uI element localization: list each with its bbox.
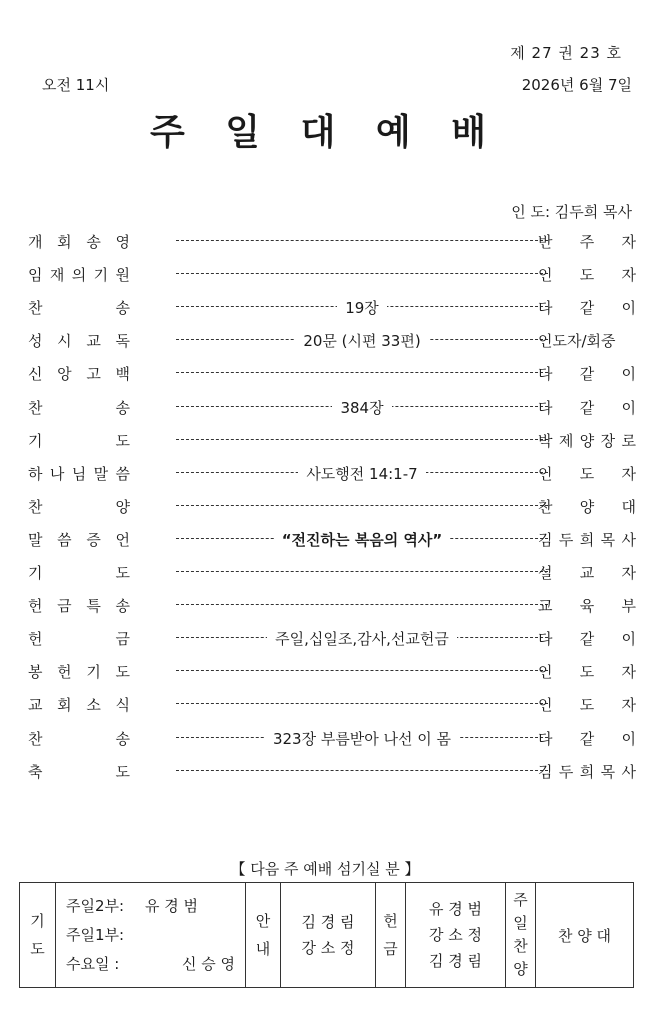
dashed-leader: [176, 703, 548, 704]
order-person: 인 도 자: [538, 663, 636, 682]
order-row: [28, 494, 636, 518]
order-content-text: 19장: [337, 299, 387, 317]
order-row: [28, 593, 636, 617]
order-content: [176, 330, 548, 351]
order-row: [28, 461, 636, 485]
order-person: 김 두 희 목 사: [538, 530, 636, 549]
order-row: [28, 328, 636, 352]
order-item: 교 회 소 식: [28, 696, 130, 715]
order-content: [176, 728, 548, 749]
order-row: [28, 295, 636, 319]
page-title: 주 일 대 예 배: [149, 111, 500, 153]
order-row: [28, 262, 636, 286]
next-week-title: 【 다음 주 예배 섬기실 분 】: [230, 860, 420, 878]
order-row: [28, 659, 636, 683]
order-content-text: 323장 부름받아 나선 이 몸: [265, 730, 459, 748]
prayer-name: 유 경 범: [145, 897, 199, 915]
order-item: 봉 헌 기 도: [28, 663, 130, 682]
order-content-text: 384장: [332, 399, 391, 417]
volume-number: 제 27 권 23 호: [510, 44, 622, 62]
order-person: 찬 양 대: [538, 497, 636, 516]
order-content-text: 주일,십일조,감사,선교헌금: [267, 630, 457, 648]
order-content: [176, 529, 548, 550]
dashed-leader: [176, 604, 548, 605]
order-person: 다 같 이: [538, 630, 636, 649]
order-person: 인 도 자: [538, 464, 636, 483]
order-item: 말 씀 증 언: [28, 530, 130, 549]
order-item: 개 회 송 영: [28, 233, 130, 251]
order-person: 교 육 부: [538, 597, 636, 616]
dashed-leader: [176, 439, 548, 440]
order-content-text: 사도행전 14:1-7: [298, 465, 425, 483]
order-item: 하 나 님 말 씀: [28, 464, 130, 483]
next-week-table: [19, 882, 634, 988]
order-item: 임 재 의 기 원: [28, 266, 130, 285]
order-row: [28, 692, 636, 716]
prayer-row: 주일1부:: [66, 926, 125, 944]
order-item: 기 도: [28, 564, 130, 582]
order-row: [28, 229, 636, 253]
dashed-leader: [176, 571, 548, 572]
order-person: 다 같 이: [538, 398, 636, 417]
order-item: 축 도: [28, 762, 130, 781]
order-row: [28, 626, 636, 650]
order-row: [28, 361, 636, 385]
order-content: [176, 297, 548, 318]
service-date: 2026년 6월 7일: [521, 76, 632, 94]
order-content: [176, 463, 548, 484]
order-person: 인 도 자: [538, 266, 636, 285]
dashed-leader: [176, 240, 548, 241]
order-content: [176, 628, 548, 649]
dashed-leader: [176, 770, 548, 771]
prayer-list: [56, 883, 246, 988]
order-item: 성 시 교 독: [28, 332, 130, 351]
order-person: 다 같 이: [538, 729, 636, 748]
dashed-leader: [176, 505, 548, 506]
praise-team: 찬 양 대: [536, 883, 634, 988]
service-time: 오전 11시: [42, 76, 110, 94]
order-row: [28, 759, 636, 783]
prayer-row: 수요일 : 신 승 영: [66, 955, 235, 973]
order-person: 다 같 이: [538, 299, 636, 318]
praise-label: 주 일 찬 양: [506, 883, 536, 988]
dashed-leader: [176, 670, 548, 671]
order-item: 찬 양: [28, 497, 130, 516]
prayer-row: 주일2부: 유 경 범: [56, 894, 245, 918]
order-item: 헌 금 특 송: [28, 597, 130, 616]
order-item: 찬 송: [28, 299, 130, 318]
order-row: [28, 527, 636, 551]
guide-list: 김 경 림 강 소 정: [281, 883, 376, 988]
order-person: 박 제 양 장 로: [538, 431, 636, 450]
service-leader: 인 도: 김두희 목사: [511, 203, 632, 221]
offering-list: 유 경 범 강 소 정 김 경 림: [406, 883, 506, 988]
order-person: 설 교 자: [538, 564, 636, 582]
order-row: [28, 395, 636, 419]
order-person: 인도자/회중: [538, 332, 616, 351]
order-row: [28, 726, 636, 750]
guide-label: 안 내: [246, 883, 281, 988]
order-item: 신 앙 고 백: [28, 365, 130, 384]
order-row: [28, 428, 636, 452]
order-person: 인 도 자: [538, 696, 636, 715]
order-row: [28, 560, 636, 584]
prayer-label: 기 도: [20, 883, 56, 988]
order-item: 헌 금: [28, 630, 130, 649]
order-content-text: 20문 (시편 33편): [295, 332, 428, 350]
dashed-leader: [176, 273, 548, 274]
order-item: 찬 송: [28, 398, 130, 417]
order-person: 반 주 자: [538, 233, 636, 251]
order-item: 찬 송: [28, 729, 130, 748]
order-content-text: “전진하는 복음의 역사”: [274, 531, 451, 549]
order-item: 기 도: [28, 431, 130, 450]
order-content: [176, 397, 548, 418]
order-person: 김 두 희 목 사: [538, 762, 636, 781]
offering-label: 헌 금: [376, 883, 406, 988]
dashed-leader: [176, 372, 548, 373]
order-person: 다 같 이: [538, 365, 636, 384]
